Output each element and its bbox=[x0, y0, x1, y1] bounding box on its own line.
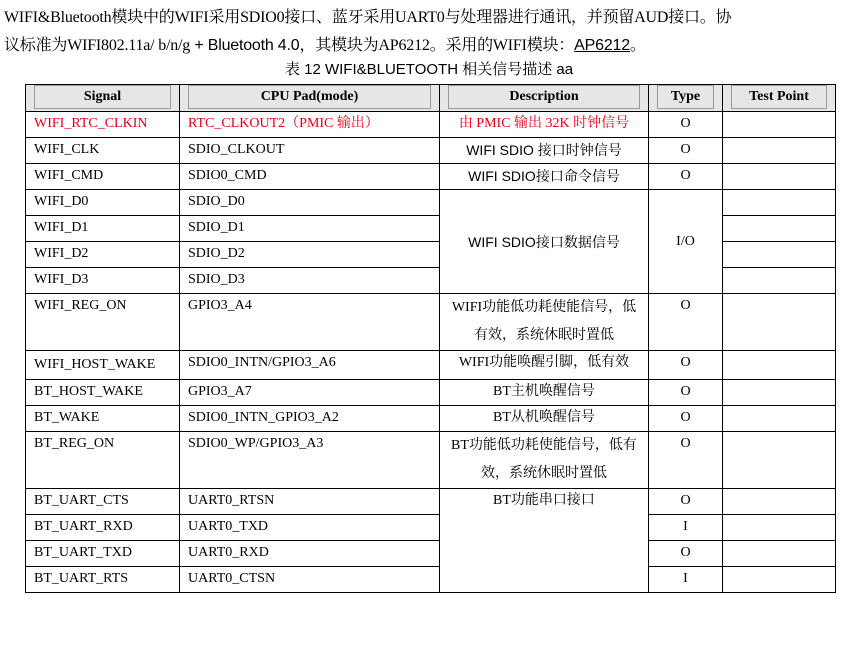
header-test-point: Test Point bbox=[723, 85, 836, 112]
type-cell: O bbox=[649, 432, 723, 489]
type-cell: O bbox=[649, 164, 723, 190]
uart-group-description: BT功能串口接口 bbox=[440, 489, 649, 593]
test-point-cell bbox=[723, 242, 836, 268]
pad-cell: SDIO0_WP/GPIO3_A3 bbox=[180, 432, 440, 489]
table-row bbox=[26, 190, 836, 216]
header-signal: Signal bbox=[26, 85, 180, 112]
type-cell: O bbox=[649, 294, 723, 351]
pad-cell: SDIO0_INTN/GPIO3_A6 bbox=[180, 351, 440, 380]
signal-cell: WIFI_CMD bbox=[26, 164, 180, 190]
data-group-description: WIFI SDIO接口数据信号 bbox=[440, 190, 649, 294]
table-row bbox=[26, 164, 836, 190]
test-point-cell bbox=[723, 515, 836, 541]
signal-cell: WIFI_D0 bbox=[26, 190, 180, 216]
test-point-cell bbox=[723, 489, 836, 515]
test-point-cell bbox=[723, 138, 836, 164]
table-row bbox=[26, 294, 836, 351]
pad-cell: GPIO3_A4 bbox=[180, 294, 440, 351]
signal-cell: WIFI_D1 bbox=[26, 216, 180, 242]
description-cell: WIFI SDIO接口命令信号 bbox=[440, 164, 649, 190]
signal-cell: BT_REG_ON bbox=[26, 432, 180, 489]
table-row bbox=[26, 515, 836, 541]
test-point-cell bbox=[723, 541, 836, 567]
type-cell: O bbox=[649, 489, 723, 515]
test-point-cell bbox=[723, 380, 836, 406]
signal-cell: WIFI_CLK bbox=[26, 138, 180, 164]
pad-cell: SDIO_D0 bbox=[180, 190, 440, 216]
test-point-cell bbox=[723, 112, 836, 138]
table-row bbox=[26, 406, 836, 432]
module-link[interactable]: AP6212 bbox=[574, 37, 630, 54]
table-row bbox=[26, 351, 836, 380]
table-row bbox=[26, 112, 836, 138]
intro-line-1: WIFI&Bluetooth模块中的WIFI采用SDIO0接口、蓝牙采用UART0与处理器进行通讯，并预留AUD接口。协 bbox=[4, 9, 732, 26]
intro-line-2-mid: ，其模块为AP6212。采用的WIFI模块： bbox=[299, 37, 575, 54]
header-description: Description bbox=[440, 85, 649, 112]
table-row bbox=[26, 138, 836, 164]
pad-cell: SDIO_D1 bbox=[180, 216, 440, 242]
table-row bbox=[26, 432, 836, 489]
data-group-type: I/O bbox=[649, 190, 723, 294]
pad-cell: UART0_RXD bbox=[180, 541, 440, 567]
signal-cell: WIFI_D2 bbox=[26, 242, 180, 268]
test-point-cell bbox=[723, 351, 836, 380]
signal-cell: BT_UART_CTS bbox=[26, 489, 180, 515]
type-cell: I bbox=[649, 515, 723, 541]
description-cell: WIFI功能唤醒引脚，低有效 bbox=[440, 351, 649, 380]
test-point-cell bbox=[723, 268, 836, 294]
pad-cell: SDIO_D3 bbox=[180, 268, 440, 294]
table-row bbox=[26, 380, 836, 406]
description-cell: BT从机唤醒信号 bbox=[440, 406, 649, 432]
description-cell: BT主机唤醒信号 bbox=[440, 380, 649, 406]
intro-line-2-end: 。 bbox=[629, 37, 646, 54]
table-row bbox=[26, 567, 836, 593]
signal-table bbox=[25, 84, 836, 593]
signal-cell: BT_WAKE bbox=[26, 406, 180, 432]
header-type: Type bbox=[649, 85, 723, 112]
signal-cell: WIFI_D3 bbox=[26, 268, 180, 294]
type-cell: I bbox=[649, 567, 723, 593]
description-cell: WIFI SDIO 接口时钟信号 bbox=[440, 138, 649, 164]
intro-line-2-prefix: 议标准为WIFI802.11a/ b/n/g bbox=[4, 37, 191, 54]
intro-paragraph bbox=[4, 4, 854, 60]
intro-line-2 bbox=[4, 32, 854, 60]
table-row bbox=[26, 489, 836, 515]
test-point-cell bbox=[723, 567, 836, 593]
intro-bluetooth: + Bluetooth 4.0 bbox=[190, 37, 300, 54]
pad-cell: UART0_RTSN bbox=[180, 489, 440, 515]
type-cell: O bbox=[649, 351, 723, 380]
signal-cell: WIFI_HOST_WAKE bbox=[26, 351, 180, 380]
description-cell: 由 PMIC 输出 32K 时钟信号 bbox=[440, 112, 649, 138]
pad-cell: RTC_CLKOUT2（PMIC 输出） bbox=[180, 112, 440, 138]
test-point-cell bbox=[723, 406, 836, 432]
signal-cell: BT_UART_TXD bbox=[26, 541, 180, 567]
test-point-cell bbox=[723, 190, 836, 216]
pad-cell: UART0_TXD bbox=[180, 515, 440, 541]
table-row bbox=[26, 541, 836, 567]
test-point-cell bbox=[723, 432, 836, 489]
header-cpu-pad: CPU Pad(mode) bbox=[180, 85, 440, 112]
type-cell: O bbox=[649, 138, 723, 164]
signal-cell: BT_HOST_WAKE bbox=[26, 380, 180, 406]
description-cell: WIFI功能低功耗使能信号，低有效，系统休眠时置低 bbox=[440, 294, 649, 351]
signal-cell: BT_UART_RTS bbox=[26, 567, 180, 593]
signal-cell: WIFI_RTC_CLKIN bbox=[26, 112, 180, 138]
pad-cell: SDIO_CLKOUT bbox=[180, 138, 440, 164]
description-cell: BT功能低功耗使能信号，低有效，系统休眠时置低 bbox=[440, 432, 649, 489]
test-point-cell bbox=[723, 294, 836, 351]
type-cell: O bbox=[649, 112, 723, 138]
signal-cell: WIFI_REG_ON bbox=[26, 294, 180, 351]
signal-cell: BT_UART_RXD bbox=[26, 515, 180, 541]
table-header-row bbox=[26, 85, 836, 112]
test-point-cell bbox=[723, 164, 836, 190]
pad-cell: SDIO_D2 bbox=[180, 242, 440, 268]
test-point-cell bbox=[723, 216, 836, 242]
table-caption: 表 12 WIFI&BLUETOOTH 相关信号描述 aa bbox=[284, 61, 574, 78]
pad-cell: GPIO3_A7 bbox=[180, 380, 440, 406]
pad-cell: SDIO0_INTN_GPIO3_A2 bbox=[180, 406, 440, 432]
pad-cell: UART0_CTSN bbox=[180, 567, 440, 593]
type-cell: O bbox=[649, 380, 723, 406]
type-cell: O bbox=[649, 406, 723, 432]
type-cell: O bbox=[649, 541, 723, 567]
pad-cell: SDIO0_CMD bbox=[180, 164, 440, 190]
